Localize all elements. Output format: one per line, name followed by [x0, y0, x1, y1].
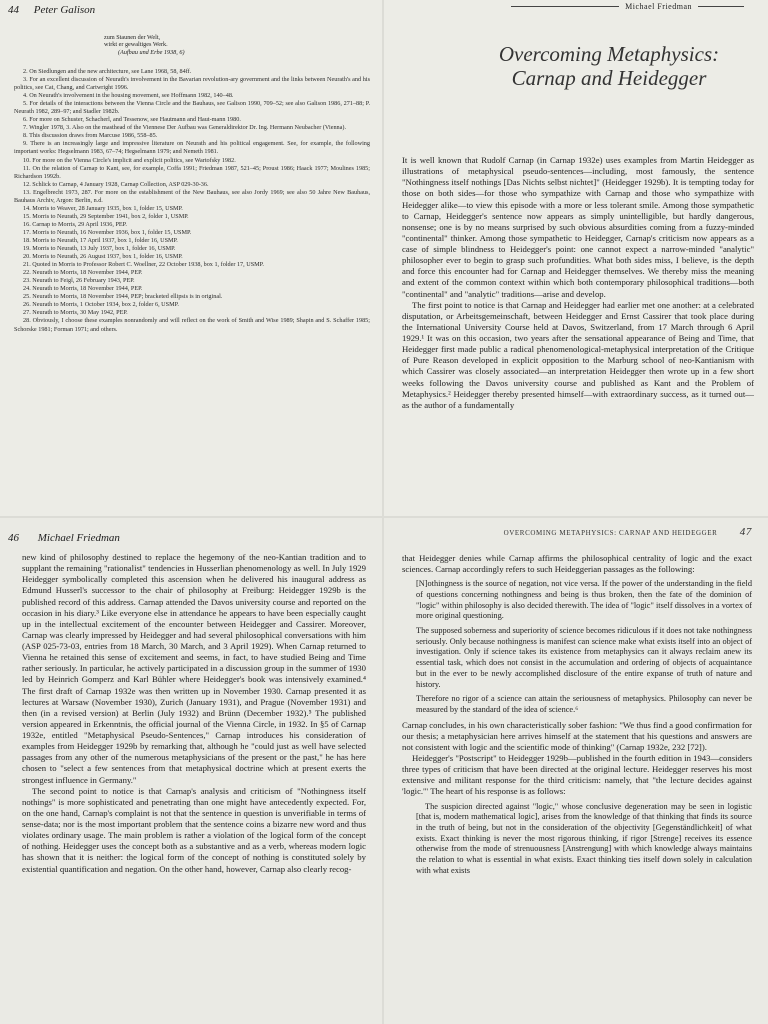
endnote: 15. Morris to Neurath, 29 September 1941, box 2, folder 1, USMP. — [23, 212, 189, 220]
chapter-opening-page — [384, 0, 768, 516]
endnote: 8. This discussion draws from Marcuse 1986, 558–85. — [23, 132, 158, 140]
page-47-body — [402, 553, 752, 880]
paragraph: that Heidegger denies while Carnap affirms the philosophical centrality of logic and the exact sciences. Carnap accordingly refers to such Heideggerian passages as the following: — [402, 553, 752, 575]
endnote: 5. For details of the interactions between the Vienna Circle and the Bauhaus, see Galison 1990, 709–52; see also Galison 1986, 271–88; P. Neurath 1982, 289–97; and Stadler 1982b. — [14, 100, 370, 116]
page-number: 46 — [8, 532, 19, 544]
endnote: 2. On Siedlungen and the new architecture, see Lane 1968, 58, 84ff. — [23, 68, 192, 75]
rule-right — [698, 6, 744, 7]
endnote: 21. Quoted in Morris to Professor Robert C. Woellner, 22 October 1938, box 1, folder 17, USMP. — [23, 261, 264, 269]
endnote: 4. On Neurath's involvement in the housing movement, see Hoffmann 1982, 140–48. — [23, 92, 234, 100]
page-46 — [0, 518, 382, 1024]
endnote: 3. For an excellent discussion of Neurath's involvement in the Bavarian revolution-ary government and the links between Neurath's and his politics, see Cat, Chang, and Cartwright 1996. — [14, 76, 370, 92]
endnote: 25. Neurath to Morris, 18 November 1944, PEP; bracketed ellipsis is in original. — [23, 293, 223, 301]
page-number: 47 — [739, 526, 752, 538]
verse-citation: (Aufbau und Erbe 1938, 6) — [118, 48, 185, 56]
running-head-author: Michael Friedman — [37, 532, 120, 544]
endnote: 28. Obviously, I choose these examples nonrandomly and will reflect on the work of Smith and Wise 1989; Shapin and S. Schaffer 1985; Schorske 1981; Forman 1971; and others. — [14, 317, 370, 333]
rule-left — [511, 6, 619, 7]
endnote: 26. Neurath to Morris, 1 October 1934, box 2, folder 6, USMP. — [23, 301, 179, 309]
block-quote: [N]othingness is the source of negation, not vice versa. If the power of the understanding in the field of questions concerning nothingness and being is thus broken, then the fate of the dominion of "logic" within philosophy is also decided therewith. The idea of "logic" itself dissolves in a vortex of more original questioning. — [416, 579, 752, 621]
paragraph: new kind of philosophy destined to replace the hegemony of the neo-Kantian tradition and to supplant the remaining "rationalist" tendencies in Husserlian phenomenology as well. In July 1929 Heidegger symbolically completed this ascension when he delivered his inaugural address as Edmund Husserl's successor to the chair of philosophy at Freiburg: Heidegger 1929b is the published record of this address. Carnap attended the Davos university course and reported on the occasion in his diary.³ Like everyone else in attendance he appears to have been especially caught up in the intellectual excitement of the encounter between Heidegger and Cassirer. Moreover, Carnap was clearly impressed by Heidegger and had several philosophical conversations with him (ASP 025-73-03, entries from 18 March, 30 March, and 3 April 1929). When Carnap returned to Vienna he retained this sense of excitement and seems, in fact, to have studied Being and Time rather seriously. In particular, he actively participated in a discussion group in the summer of 1930 led by Heinrich Gomperz and Karl Bühler where Heidegger's book was intensively examined.⁴ The first draft of Carnap 1932e was then written up in November 1930. Carnap presented it as lectures at Warsaw (November 1930), Zurich (January 1931), and Prague (November 1931) and then (in a revised version) at Berlin (July 1932) and Brünn (December 1932).⁵ The published version appeared in Erkenntnis, the official journal of the Vienna Circle, in 1932. In §5 of Carnap 1932e, entitled "Metaphysical Pseudo-Sentences," Carnap introduces his consideration of examples from Heidegger 1929b by remarking that, although he "could just as well have selected passages from any other of the numerous metaphysicians of the present or the past," he has here chosen to "select a few sentences from that metaphysical doctrine which at present exerts the strongest influence in Germany." — [22, 552, 366, 785]
endnote: 10. For more on the Vienna Circle's implicit and explicit politics, see Wartofsky 1982. — [23, 156, 236, 164]
running-head-page-46 — [8, 532, 120, 544]
chapter-title — [474, 42, 744, 90]
paragraph: It is well known that Rudolf Carnap (in Carnap 1932e) uses examples from Martin Heidegger as illustrations of metaphysical pseudo-sentences—including, most famously, the sentence "Nothingness itself nothings [Das Nichts selbst nichtet]" (Heidegger 1929b). It is tempting today for those on both sides—for those who sympathize with Carnap and those who sympathize with Heidegger alike—to view this episode with a more or less tolerant smile. Among those sympathetic to Carnap, Heidegger's sentence now appears as simply unintelligible, but hardly dangerous, nonsense; one is by no means surprised by such obvious absurdities coming from a fuzzy-minded "continental" thinker. Among those sympathetic to Heidegger, Carnap's criticism now appears as a case of simple blindness to Heidegger's point: one cannot expect a narrow-minded "analytic" philosopher ever to begin to grasp such profundities. What both sides miss, I believe, is the depth and force this encounter had for Carnap and Heidegger themselves. We thereby miss the meaning and extent of the common context within which both contemporary philosophical traditions—both "continental" and "analytic" traditions—arise and develop. — [402, 155, 754, 299]
endnote: 11. On the relation of Carnap to Kant, see, for example, Coffa 1991; Friedman 1987, 521–45; Proust 1986; Haack 1977; Moulines 1985; Richardson 1992b. — [14, 164, 370, 180]
block-quote: Therefore no rigor of a science can attain the seriousness of metaphysics. Philosophy can never be measured by the standard of the idea of science.⁶ — [416, 694, 752, 714]
running-head-page-47 — [504, 526, 752, 538]
endnote: 20. Morris to Neurath, 26 August 1937, box 1, folder 16, USMP. — [23, 253, 183, 261]
endnote: 19. Morris to Neurath, 13 July 1937, box 1, folder 16, USMP. — [23, 245, 176, 253]
endnote: 16. Carnap to Morris, 29 April 1936, PEP. — [23, 220, 127, 228]
chapter-body — [402, 155, 754, 411]
verse-quotation — [104, 34, 185, 56]
endnote: 17. Morris to Neurath, 16 November 1936, box 1, folder 15, USMP. — [23, 228, 192, 236]
endnote: 7. Wingler 1978, 3. Also on the masthead of the Viennese Der Aufbau was Generaldirektor Dr. Ing. Hermann Neubacher (Vienna). — [23, 124, 347, 132]
verse-line: zum Staunen der Welt, — [104, 34, 161, 41]
running-head-page-44 — [8, 4, 95, 16]
endnote: 22. Neurath to Morris, 18 November 1944, PEP. — [23, 269, 143, 277]
endnote: 23. Neurath to Feigl, 26 February 1943, PEP. — [23, 277, 135, 285]
endnote: 13. Engelbrecht 1973, 287. For more on the establishment of the New Bauhaus, see also Jordy 1969; see also 50 Jahre New Bauhaus, Bauhaus Archiv, Argon: Berlin, n.d. — [14, 188, 370, 204]
endnote: 14. Morris to Weaver, 28 January 1935, box 1, folder 15, USMP. — [23, 204, 183, 212]
paragraph: The second point to notice is that Carnap's analysis and criticism of "Nothingness itself nothings" is more sophisticated and penetrating than one might have antecedently expected. For, on the one hand, Carnap's complaint is not that the sentence in question is unverifiable in terms of sense-data; nor is the most important problem that the sentence coins a bizarre new word and thus violates ordinary usage. The main problem is rather a violation of the logical form of the concept of nothing. Heidegger uses the concept both as a substantive and as a verb, whereas modern logic has shown that it is neither: the logical form of the concept of nothing is constituted solely by existential quantification and negation. On the other hand, however, Carnap also clearly recog- — [22, 785, 366, 874]
block-quote: The suspicion directed against "logic," whose conclusive degeneration may be seen in logistic [that is, modern mathematical logic], arises from the knowledge of that thinking that finds its source in the truth of being, but not in the consideration of the objectivity [Gegenständlichkeit] of what exists. Exact thinking is never the most rigorous thinking, if rigor [Strenge] receives its essence otherwise from the mode of strenuousness [Anstrengung] with which knowledge always maintains the relation to what is essential in what exists. Exact thinking ties itself down solely in calculation with what exists — [416, 801, 752, 875]
paragraph: Heidegger's "Postscript" to Heidegger 1929b—published in the fourth edition in 1943—considers three types of criticism that have been directed at the original lecture. Heidegger reserves his most extensive and militant response for the third criticism: namely, that "the lecture decides against 'logic.'" The heart of his response is as follows: — [402, 753, 752, 797]
chapter-title-line-2: Carnap and Heidegger — [511, 66, 707, 90]
page-47 — [384, 518, 768, 1024]
endnote: 24. Neurath to Morris, 18 November 1944, PEP. — [23, 285, 143, 293]
chapter-title-line-1: Overcoming Metaphysics: — [498, 42, 720, 66]
running-head-title: OVERCOMING METAPHYSICS: CARNAP AND HEIDEGGER — [503, 529, 718, 537]
chapter-author: Michael Friedman — [625, 2, 692, 11]
running-head-title: Peter Galison — [33, 4, 96, 16]
endnote: 12. Schlick to Carnap, 4 January 1928, Carnap Collection, ASP 029-30-36. — [23, 180, 209, 188]
page-46-body — [22, 552, 366, 875]
block-quote: The supposed soberness and superiority of science becomes ridiculous if it does not take nothingness seriously. Only because nothingness is manifest can science make what exists itself into an object of investigation. Only if science takes its existence from metaphysics can it always reclaim anew its essential task, which does not consist in the accumulation and ordering of objects of acquaintance but in the ever to be newly accomplished disclosure of the entire expanse of truth of nature and history. — [416, 626, 752, 689]
verse-line: wirkt er gewaltiges Werk. — [104, 41, 168, 49]
endnote: 18. Morris to Neurath, 17 April 1937, box 1, folder 16, USMP. — [23, 236, 178, 244]
chapter-author-head — [505, 2, 750, 11]
endnote: 9. There is an increasingly large and impressive literature on Neurath and his political engagement. See, for example, the following important works: Hegselmann 1983, 67–74; Hegselmann 1979; and Nemeth 1981. — [14, 140, 370, 156]
page-44 — [0, 0, 382, 516]
paragraph: Carnap concludes, in his own characteristically sober fashion: "We thus find a good confirmation for our thesis; a metaphysician here arrives himself at the statement that his questions and answers are not consistent with logic and the scientific mode of thinking" (Carnap 1932e, 232 [72]). — [402, 719, 753, 752]
paragraph: The first point to notice is that Carnap and Heidegger had earlier met one another: at a celebrated disputation, or Arbeitsgemeinschaft, between Heidegger and Ernst Cassirer that took place during the International University Course held at Davos, Switzerland, from 17 March through 6 April 1929.¹ It was on this occasion, two years after the sensational appearance of Being and Time, that Heidegger first made public a radical phenomenological-metaphysical interpretation of the Critique of Pure Reason developed in explicit opposition to the Marburg school of neo-Kantianism with which Cassirer was closely associated—an interpretation Heidegger then wrote up in a few short weeks following the Davos university course and published as Kant and the Problem of Metaphysics.² Heidegger thereby presented himself—with extraordinary success, as it turned out—as the author of a fundamentally — [402, 299, 754, 410]
endnote: 6. For more on Schuster, Schacherl, and Tessenow, see Hautmann and Haut-mann 1980. — [23, 116, 241, 124]
endnote: 27. Neurath to Morris, 30 May 1942, PEP. — [23, 309, 128, 317]
page-number: 44 — [8, 4, 19, 16]
endnotes-list — [14, 68, 370, 334]
